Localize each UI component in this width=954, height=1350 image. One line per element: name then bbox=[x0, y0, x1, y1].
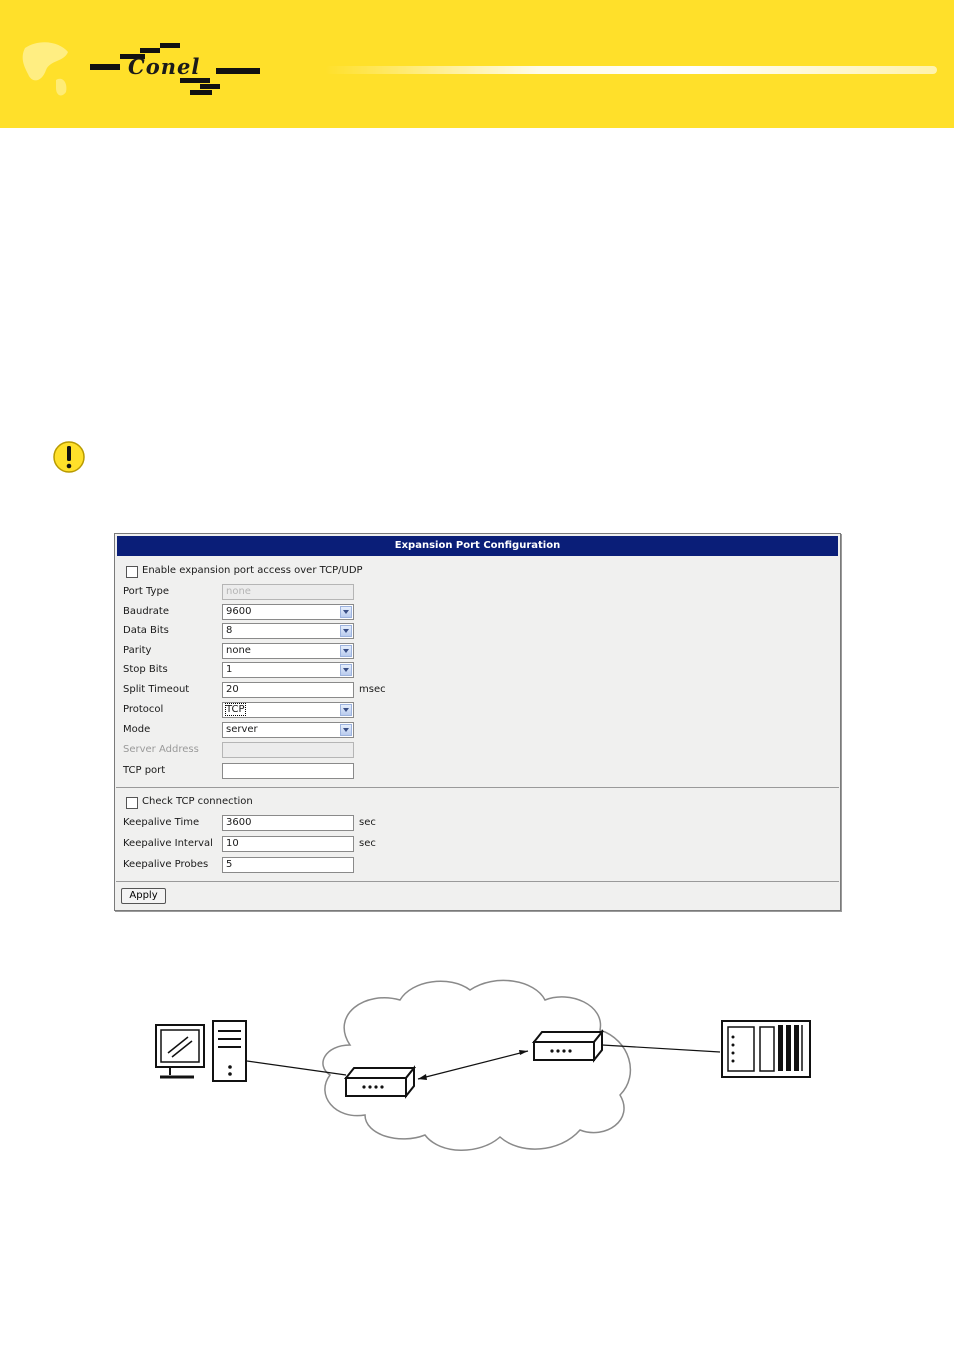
dropdown-arrow-icon[interactable] bbox=[340, 645, 352, 657]
expansion-port-configuration-panel bbox=[114, 533, 841, 911]
keepalive-probes-input[interactable]: 5 bbox=[222, 857, 354, 873]
protocol-value: TCP bbox=[226, 704, 245, 715]
logo-text: Conel bbox=[128, 54, 201, 79]
stop-bits-select[interactable] bbox=[222, 662, 354, 678]
check-tcp-connection-checkbox[interactable] bbox=[126, 797, 138, 809]
parity-select[interactable] bbox=[222, 643, 354, 659]
port-type-value: none bbox=[226, 586, 251, 597]
tcp-port-input[interactable] bbox=[222, 763, 354, 779]
keepalive-probes-label: Keepalive Probes bbox=[123, 859, 209, 870]
server-address-input bbox=[222, 742, 354, 758]
parity-value: none bbox=[226, 645, 251, 656]
network-diagram bbox=[150, 975, 820, 1155]
parity-label: Parity bbox=[123, 645, 152, 656]
keepalive-interval-input[interactable]: 10 bbox=[222, 836, 354, 852]
section-divider bbox=[116, 881, 839, 882]
router-icon bbox=[346, 1068, 414, 1096]
protocol-select[interactable] bbox=[222, 702, 354, 718]
protocol-label: Protocol bbox=[123, 704, 164, 715]
baudrate-select[interactable] bbox=[222, 604, 354, 620]
serial-device-icon bbox=[722, 1021, 810, 1077]
mode-value: server bbox=[226, 724, 258, 735]
data-bits-select[interactable] bbox=[222, 623, 354, 639]
split-timeout-value: 20 bbox=[226, 684, 239, 695]
dropdown-arrow-icon[interactable] bbox=[340, 704, 352, 716]
check-tcp-connection-label: Check TCP connection bbox=[142, 796, 253, 807]
warning-icon bbox=[52, 440, 86, 474]
split-timeout-label: Split Timeout bbox=[123, 684, 190, 695]
stop-bits-value: 1 bbox=[226, 664, 233, 675]
enable-expansion-port-label: Enable expansion port access over TCP/UDP bbox=[142, 565, 363, 576]
keepalive-time-input[interactable]: 3600 bbox=[222, 815, 354, 831]
mode-label: Mode bbox=[123, 724, 151, 735]
split-timeout-unit: msec bbox=[359, 684, 386, 695]
port-type-input bbox=[222, 584, 354, 600]
baudrate-value: 9600 bbox=[226, 606, 252, 617]
tcp-port-label: TCP port bbox=[123, 765, 166, 776]
port-type-label: Port Type bbox=[123, 586, 169, 597]
panel-title: Expansion Port Configuration bbox=[117, 536, 838, 556]
data-bits-value: 8 bbox=[226, 625, 233, 636]
dropdown-arrow-icon[interactable] bbox=[340, 606, 352, 618]
dropdown-arrow-icon[interactable] bbox=[340, 625, 352, 637]
dropdown-arrow-icon[interactable] bbox=[340, 664, 352, 676]
keepalive-interval-label: Keepalive Interval bbox=[123, 838, 213, 849]
header-stripe bbox=[325, 66, 937, 74]
split-timeout-input[interactable] bbox=[222, 682, 354, 698]
mode-select[interactable] bbox=[222, 722, 354, 738]
stop-bits-label: Stop Bits bbox=[123, 664, 168, 675]
server-address-label: Server Address bbox=[123, 744, 199, 755]
data-bits-label: Data Bits bbox=[123, 625, 169, 636]
apply-button[interactable]: Apply bbox=[121, 888, 166, 904]
computer-icon bbox=[156, 1021, 246, 1081]
dropdown-arrow-icon[interactable] bbox=[340, 724, 352, 736]
section-divider bbox=[116, 787, 839, 788]
keepalive-time-unit: sec bbox=[359, 817, 376, 828]
baudrate-label: Baudrate bbox=[123, 606, 169, 617]
enable-expansion-port-checkbox[interactable] bbox=[126, 566, 138, 578]
page-header bbox=[0, 0, 954, 128]
router-icon bbox=[534, 1032, 602, 1060]
keepalive-interval-unit: sec bbox=[359, 838, 376, 849]
keepalive-time-label: Keepalive Time bbox=[123, 817, 200, 828]
network-cloud bbox=[323, 980, 630, 1150]
